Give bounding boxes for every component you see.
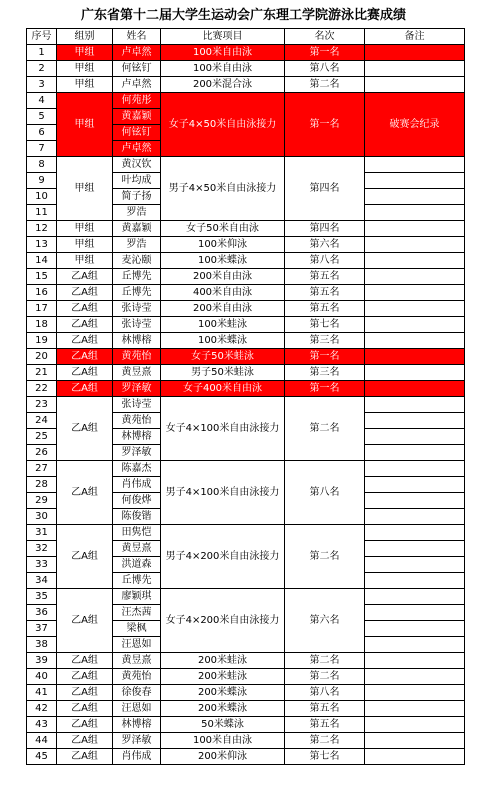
- cell-event: 50米蝶泳: [161, 717, 285, 733]
- cell-group: 乙A组: [57, 669, 113, 685]
- cell-note: [365, 573, 465, 589]
- cell-name: 何苑彤: [113, 93, 161, 109]
- cell-number: 15: [27, 269, 57, 285]
- cell-note: [365, 717, 465, 733]
- table-row: [27, 45, 465, 61]
- cell-name: 黄嘉颖: [113, 109, 161, 125]
- cell-event: 100米仰泳: [161, 237, 285, 253]
- cell-number: 34: [27, 573, 57, 589]
- cell-number: 29: [27, 493, 57, 509]
- cell-note: [365, 637, 465, 653]
- cell-number: 8: [27, 157, 57, 173]
- cell-event: 200米蛙泳: [161, 653, 285, 669]
- cell-number: 18: [27, 317, 57, 333]
- cell-number: 3: [27, 77, 57, 93]
- cell-number: 17: [27, 301, 57, 317]
- table-row: [27, 93, 465, 109]
- table-row: [27, 397, 465, 413]
- cell-number: 5: [27, 109, 57, 125]
- cell-note: [365, 253, 465, 269]
- table-row: [27, 61, 465, 77]
- cell-event: 男子4×100米自由泳接力: [161, 461, 285, 525]
- cell-number: 24: [27, 413, 57, 429]
- cell-note: [365, 477, 465, 493]
- cell-number: 9: [27, 173, 57, 189]
- cell-name: 肖伟成: [113, 477, 161, 493]
- cell-event: 100米自由泳: [161, 45, 285, 61]
- cell-note: [365, 445, 465, 461]
- cell-note: [365, 61, 465, 77]
- cell-number: 28: [27, 477, 57, 493]
- cell-number: 22: [27, 381, 57, 397]
- cell-group: 乙A组: [57, 317, 113, 333]
- cell-name: 陈俊锴: [113, 509, 161, 525]
- document-title: 广东省第十二届大学生运动会广东理工学院游泳比赛成绩: [80, 8, 406, 23]
- cell-number: 37: [27, 621, 57, 637]
- cell-note: [365, 45, 465, 61]
- cell-rank: 第四名: [285, 221, 365, 237]
- table-row: [27, 285, 465, 301]
- cell-number: 38: [27, 637, 57, 653]
- cell-name: 林博榕: [113, 717, 161, 733]
- header-number: 序号: [27, 29, 57, 45]
- cell-note: [365, 269, 465, 285]
- cell-name: 黄昱熹: [113, 541, 161, 557]
- cell-note: [365, 189, 465, 205]
- cell-group: 甲组: [57, 93, 113, 157]
- header-rank: 名次: [285, 29, 365, 45]
- results-table: [26, 28, 465, 765]
- cell-note: [365, 653, 465, 669]
- cell-name: 罗浩: [113, 237, 161, 253]
- cell-rank: 第八名: [285, 61, 365, 77]
- cell-name: 张诗莹: [113, 397, 161, 413]
- cell-number: 10: [27, 189, 57, 205]
- cell-number: 33: [27, 557, 57, 573]
- cell-note: 破赛会纪录: [365, 93, 465, 157]
- cell-rank: 第八名: [285, 253, 365, 269]
- cell-name: 张诗莹: [113, 301, 161, 317]
- cell-note: [365, 749, 465, 765]
- cell-group: 乙A组: [57, 653, 113, 669]
- cell-event: 女子4×100米自由泳接力: [161, 397, 285, 461]
- cell-group: 甲组: [57, 157, 113, 221]
- table-row: [27, 461, 465, 477]
- cell-note: [365, 733, 465, 749]
- cell-group: 乙A组: [57, 397, 113, 461]
- cell-name: 黄昱熹: [113, 365, 161, 381]
- table-row: [27, 701, 465, 717]
- cell-note: [365, 621, 465, 637]
- table-row: [27, 333, 465, 349]
- cell-event: 100米蝶泳: [161, 333, 285, 349]
- cell-rank: 第一名: [285, 93, 365, 157]
- cell-number: 21: [27, 365, 57, 381]
- cell-rank: 第七名: [285, 317, 365, 333]
- cell-event: 女子400米自由泳: [161, 381, 285, 397]
- cell-number: 39: [27, 653, 57, 669]
- cell-name: 林博榕: [113, 333, 161, 349]
- table-row: [27, 669, 465, 685]
- cell-number: 36: [27, 605, 57, 621]
- cell-event: 女子50米自由泳: [161, 221, 285, 237]
- cell-note: [365, 669, 465, 685]
- cell-note: [365, 381, 465, 397]
- cell-rank: 第五名: [285, 701, 365, 717]
- cell-name: 洪道森: [113, 557, 161, 573]
- cell-number: 6: [27, 125, 57, 141]
- cell-rank: 第四名: [285, 157, 365, 221]
- table-row: [27, 653, 465, 669]
- cell-rank: 第五名: [285, 285, 365, 301]
- cell-name: 丘博先: [113, 269, 161, 285]
- cell-rank: 第一名: [285, 381, 365, 397]
- cell-event: 200米仰泳: [161, 749, 285, 765]
- cell-group: 乙A组: [57, 685, 113, 701]
- cell-group: 乙A组: [57, 381, 113, 397]
- cell-name: 简子扬: [113, 189, 161, 205]
- cell-rank: 第五名: [285, 269, 365, 285]
- cell-name: 丘博先: [113, 285, 161, 301]
- table-row: [27, 237, 465, 253]
- cell-group: 乙A组: [57, 301, 113, 317]
- cell-number: 11: [27, 205, 57, 221]
- cell-name: 麦沁颐: [113, 253, 161, 269]
- table-header-row: [27, 29, 465, 45]
- cell-note: [365, 173, 465, 189]
- cell-name: 卢卓然: [113, 45, 161, 61]
- cell-rank: 第五名: [285, 717, 365, 733]
- cell-number: 16: [27, 285, 57, 301]
- cell-note: [365, 413, 465, 429]
- cell-number: 12: [27, 221, 57, 237]
- cell-name: 汪杰茜: [113, 605, 161, 621]
- cell-note: [365, 685, 465, 701]
- cell-event: 400米自由泳: [161, 285, 285, 301]
- cell-name: 黄嘉颖: [113, 221, 161, 237]
- cell-group: 乙A组: [57, 701, 113, 717]
- cell-number: 44: [27, 733, 57, 749]
- cell-rank: 第一名: [285, 349, 365, 365]
- cell-note: [365, 157, 465, 173]
- cell-note: [365, 301, 465, 317]
- cell-group: 乙A组: [57, 525, 113, 589]
- cell-note: [365, 365, 465, 381]
- header-name: 姓名: [113, 29, 161, 45]
- cell-note: [365, 397, 465, 413]
- table-row: [27, 733, 465, 749]
- cell-group: 乙A组: [57, 461, 113, 525]
- cell-group: 甲组: [57, 237, 113, 253]
- cell-rank: 第八名: [285, 461, 365, 525]
- cell-event: 男子4×200米自由泳接力: [161, 525, 285, 589]
- cell-note: [365, 589, 465, 605]
- cell-number: 41: [27, 685, 57, 701]
- cell-number: 25: [27, 429, 57, 445]
- cell-name: 何铉钉: [113, 125, 161, 141]
- cell-number: 32: [27, 541, 57, 557]
- cell-number: 20: [27, 349, 57, 365]
- cell-note: [365, 333, 465, 349]
- header-event: 比赛项目: [161, 29, 285, 45]
- cell-event: 200米自由泳: [161, 269, 285, 285]
- cell-note: [365, 285, 465, 301]
- cell-note: [365, 221, 465, 237]
- cell-note: [365, 525, 465, 541]
- cell-note: [365, 429, 465, 445]
- table-row: [27, 365, 465, 381]
- cell-event: 200米蝶泳: [161, 701, 285, 717]
- cell-number: 42: [27, 701, 57, 717]
- header-group: 组别: [57, 29, 113, 45]
- cell-name: 黄昱熹: [113, 653, 161, 669]
- table-row: [27, 717, 465, 733]
- cell-note: [365, 701, 465, 717]
- cell-number: 2: [27, 61, 57, 77]
- cell-note: [365, 349, 465, 365]
- cell-note: [365, 557, 465, 573]
- cell-group: 乙A组: [57, 269, 113, 285]
- cell-name: 张诗莹: [113, 317, 161, 333]
- cell-number: 31: [27, 525, 57, 541]
- cell-name: 肖伟成: [113, 749, 161, 765]
- cell-name: 梁枫: [113, 621, 161, 637]
- table-row: [27, 77, 465, 93]
- table-row: [27, 157, 465, 173]
- cell-event: 100米蝶泳: [161, 253, 285, 269]
- cell-note: [365, 461, 465, 477]
- cell-note: [365, 541, 465, 557]
- cell-name: 廖颖琪: [113, 589, 161, 605]
- cell-name: 何铉钉: [113, 61, 161, 77]
- table-row: [27, 685, 465, 701]
- cell-name: 徐俊春: [113, 685, 161, 701]
- cell-rank: 第三名: [285, 365, 365, 381]
- cell-name: 田隽恺: [113, 525, 161, 541]
- cell-event: 100米自由泳: [161, 733, 285, 749]
- cell-group: 乙A组: [57, 349, 113, 365]
- cell-rank: 第六名: [285, 589, 365, 653]
- table-row: [27, 525, 465, 541]
- cell-event: 200米蝶泳: [161, 685, 285, 701]
- cell-rank: 第二名: [285, 397, 365, 461]
- cell-number: 27: [27, 461, 57, 477]
- cell-group: 甲组: [57, 221, 113, 237]
- cell-note: [365, 205, 465, 221]
- cell-group: 甲组: [57, 61, 113, 77]
- cell-name: 黄苑怡: [113, 669, 161, 685]
- cell-name: 黄汉钦: [113, 157, 161, 173]
- cell-rank: 第三名: [285, 333, 365, 349]
- cell-note: [365, 493, 465, 509]
- cell-number: 40: [27, 669, 57, 685]
- cell-event: 200米自由泳: [161, 301, 285, 317]
- table-row: [27, 749, 465, 765]
- cell-group: 乙A组: [57, 589, 113, 653]
- cell-name: 汪恩如: [113, 701, 161, 717]
- cell-name: 罗泽敏: [113, 445, 161, 461]
- cell-rank: 第六名: [285, 237, 365, 253]
- cell-number: 1: [27, 45, 57, 61]
- cell-rank: 第一名: [285, 45, 365, 61]
- cell-event: 100米自由泳: [161, 61, 285, 77]
- cell-group: 乙A组: [57, 333, 113, 349]
- cell-name: 何俊烨: [113, 493, 161, 509]
- cell-number: 43: [27, 717, 57, 733]
- cell-event: 女子4×200米自由泳接力: [161, 589, 285, 653]
- cell-event: 男子4×50米自由泳接力: [161, 157, 285, 221]
- cell-name: 陈嘉杰: [113, 461, 161, 477]
- table-row: [27, 317, 465, 333]
- cell-name: 罗泽敏: [113, 733, 161, 749]
- cell-name: 卢卓然: [113, 77, 161, 93]
- table-row: [27, 253, 465, 269]
- table-row: [27, 269, 465, 285]
- cell-group: 甲组: [57, 77, 113, 93]
- cell-name: 黄苑怡: [113, 349, 161, 365]
- cell-number: 23: [27, 397, 57, 413]
- cell-rank: 第七名: [285, 749, 365, 765]
- cell-name: 罗泽敏: [113, 381, 161, 397]
- cell-number: 35: [27, 589, 57, 605]
- cell-rank: 第二名: [285, 525, 365, 589]
- cell-event: 200米混合泳: [161, 77, 285, 93]
- cell-number: 26: [27, 445, 57, 461]
- cell-number: 13: [27, 237, 57, 253]
- cell-note: [365, 509, 465, 525]
- table-row: [27, 381, 465, 397]
- cell-number: 4: [27, 93, 57, 109]
- cell-name: 林博榕: [113, 429, 161, 445]
- cell-number: 45: [27, 749, 57, 765]
- cell-number: 7: [27, 141, 57, 157]
- cell-rank: 第五名: [285, 301, 365, 317]
- cell-name: 黄苑怡: [113, 413, 161, 429]
- cell-note: [365, 77, 465, 93]
- cell-group: 乙A组: [57, 717, 113, 733]
- table-row: [27, 221, 465, 237]
- cell-event: 男子50米蛙泳: [161, 365, 285, 381]
- cell-name: 罗浩: [113, 205, 161, 221]
- cell-number: 30: [27, 509, 57, 525]
- cell-rank: 第二名: [285, 77, 365, 93]
- table-row: [27, 301, 465, 317]
- cell-number: 14: [27, 253, 57, 269]
- cell-note: [365, 237, 465, 253]
- cell-group: 乙A组: [57, 365, 113, 381]
- table-row: [27, 589, 465, 605]
- cell-number: 19: [27, 333, 57, 349]
- cell-note: [365, 605, 465, 621]
- cell-name: 卢卓然: [113, 141, 161, 157]
- cell-note: [365, 317, 465, 333]
- cell-group: 乙A组: [57, 749, 113, 765]
- cell-group: 甲组: [57, 45, 113, 61]
- header-note: 备注: [365, 29, 465, 45]
- cell-name: 叶均成: [113, 173, 161, 189]
- cell-rank: 第二名: [285, 733, 365, 749]
- table-row: [27, 349, 465, 365]
- cell-rank: 第二名: [285, 653, 365, 669]
- cell-event: 200米蛙泳: [161, 669, 285, 685]
- cell-event: 女子4×50米自由泳接力: [161, 93, 285, 157]
- cell-rank: 第八名: [285, 685, 365, 701]
- cell-group: 甲组: [57, 253, 113, 269]
- cell-rank: 第二名: [285, 669, 365, 685]
- cell-name: 汪恩如: [113, 637, 161, 653]
- cell-event: 女子50米蛙泳: [161, 349, 285, 365]
- cell-name: 丘博先: [113, 573, 161, 589]
- cell-group: 乙A组: [57, 733, 113, 749]
- cell-group: 乙A组: [57, 285, 113, 301]
- cell-event: 100米蛙泳: [161, 317, 285, 333]
